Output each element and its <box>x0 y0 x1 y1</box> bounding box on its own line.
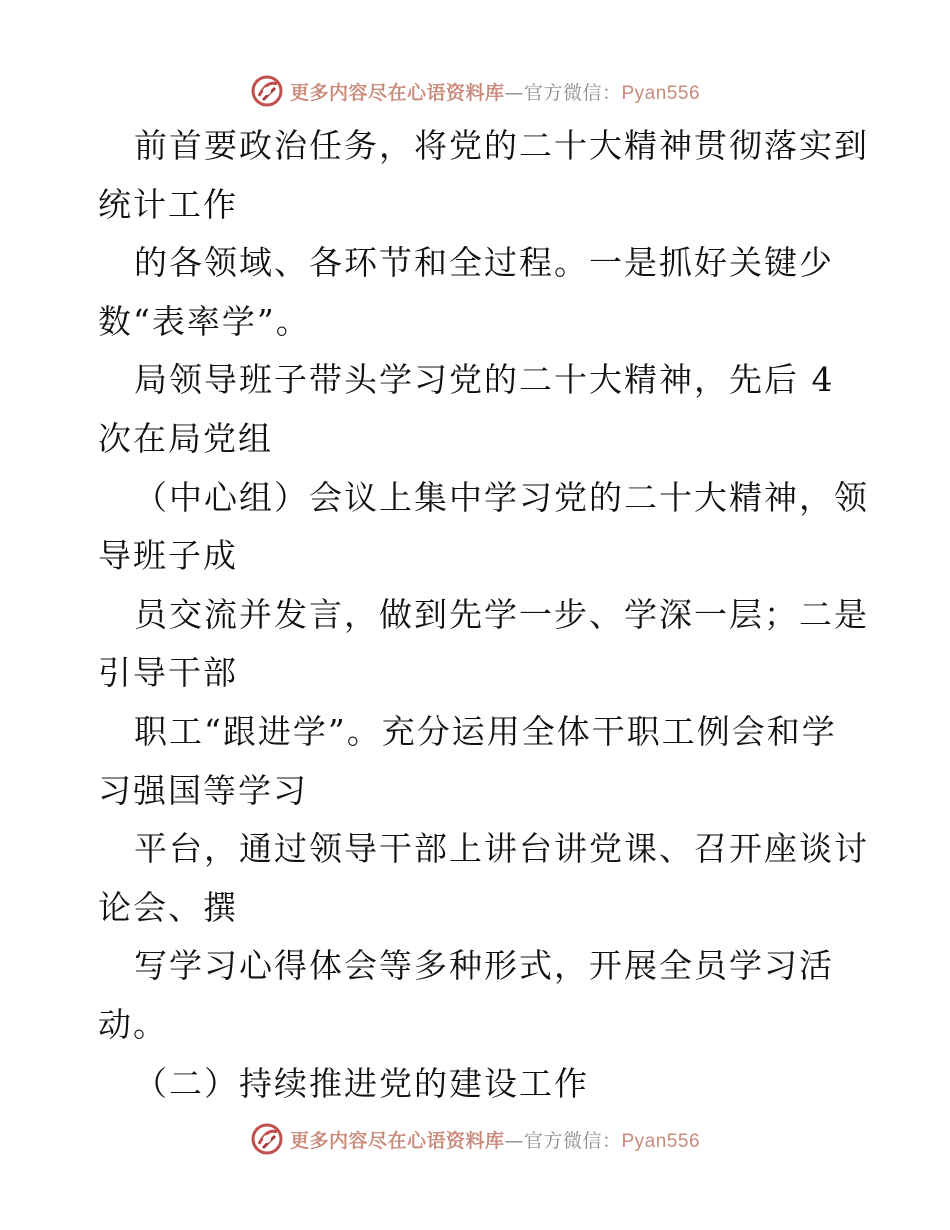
body-line-9: 员交流并发言，做到先学一步、学深一层；二是 <box>134 594 869 634</box>
body-line-11: 职工“跟进学”。充分运用全体干职工例会和学 <box>134 711 837 751</box>
body-line-1: 前首要政治任务，将党的二十大精神贯彻落实到 <box>134 126 869 165</box>
body-line-7: （中心组）会议上集中学习党的二十大精神，领 <box>134 477 869 517</box>
pen-swirl-logo-icon <box>250 1122 284 1156</box>
footer-banner-wechat-id: Pyan556 <box>621 1130 701 1152</box>
body-line-4: 数“表率学”。 <box>98 301 311 341</box>
header-watermark-banner <box>0 74 950 108</box>
header-banner-wechat-id: Pyan556 <box>621 82 701 104</box>
body-line-5: 局领导班子带头学习党的二十大精神，先后 4 <box>134 360 835 400</box>
body-line-8: 导班子成 <box>98 536 238 576</box>
header-banner-separator: —官方微信： <box>504 81 622 104</box>
body-line-3: 的各领域、各环节和全过程。一是抓好关键少 <box>134 243 834 283</box>
body-line-6: 次在局党组 <box>98 418 273 458</box>
header-banner-main: 更多内容尽在心语资料库 <box>289 81 505 104</box>
body-line-14: 论会、撰 <box>98 887 238 927</box>
footer-banner-text <box>290 1126 700 1153</box>
section-heading: （二）持续推进党的建设工作 <box>134 1063 589 1103</box>
body-line-2: 统计工作 <box>98 184 238 224</box>
document-body <box>98 117 869 1113</box>
body-line-12: 习强国等学习 <box>98 770 308 810</box>
body-line-10: 引导干部 <box>98 653 238 693</box>
footer-watermark-banner <box>0 1122 950 1156</box>
body-line-16: 动。 <box>98 1004 168 1044</box>
footer-banner-separator: —官方微信： <box>504 1129 622 1152</box>
header-banner-text <box>290 78 700 105</box>
body-line-13: 平台，通过领导干部上讲台讲党课、召开座谈讨 <box>134 829 869 869</box>
body-line-15: 写学习心得体会等多种形式，开展全员学习活 <box>134 946 834 986</box>
pen-swirl-logo-icon <box>250 74 284 108</box>
footer-banner-main: 更多内容尽在心语资料库 <box>289 1129 505 1152</box>
